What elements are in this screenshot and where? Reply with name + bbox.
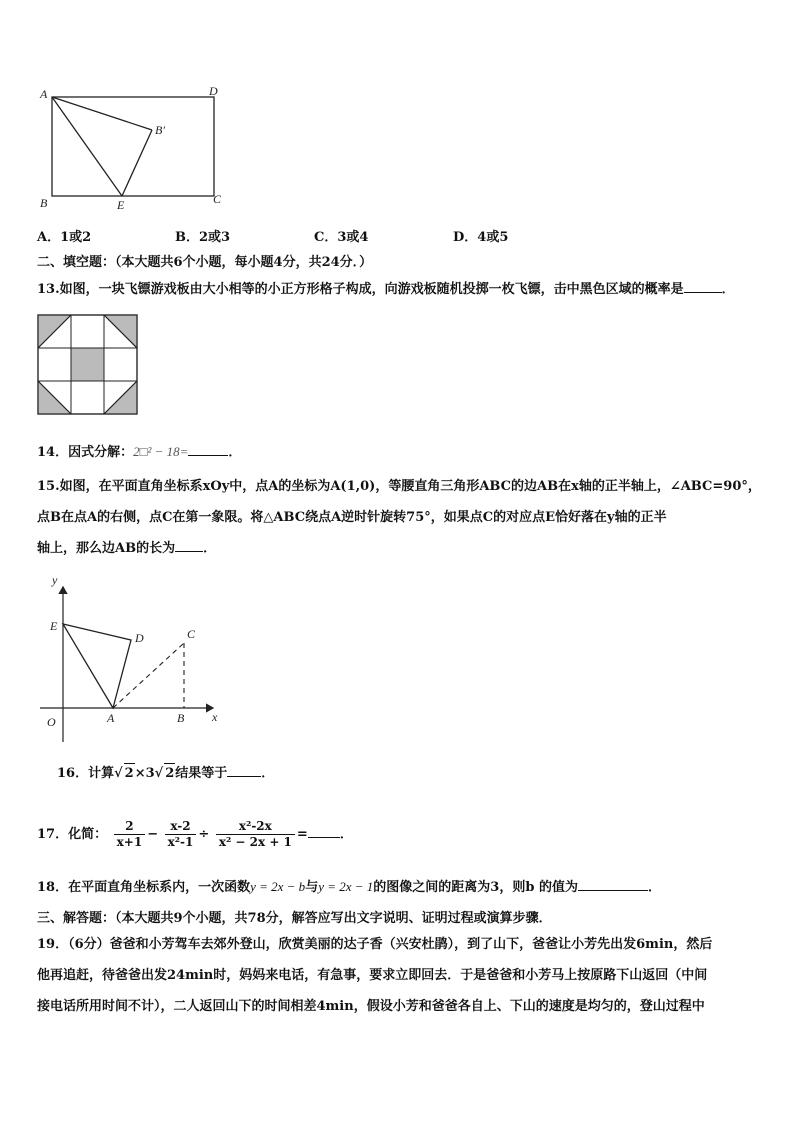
q18-text — [37, 877, 661, 898]
q16-text — [57, 763, 274, 784]
dashed-ac — [113, 643, 184, 708]
option-d: D．4或5 — [453, 230, 509, 245]
option-c: C．3或4 — [314, 230, 369, 245]
q16-end: ． — [261, 766, 275, 781]
label-b-prime: B′ — [155, 123, 165, 137]
q16-post: 结果等于 — [175, 766, 228, 781]
label-x: x — [212, 710, 218, 724]
label-e: E — [117, 198, 125, 212]
q13-stem: 13.如图，一块飞镖游戏板由大小相等的小正方形格子构成，向游戏板随机投掷一枚飞镖，击中黑色区域的概率是 — [37, 282, 684, 297]
q14-end: ． — [228, 445, 242, 460]
option-b: B．2或3 — [175, 230, 231, 245]
q15-line3-text: 轴上，那么边AB的长为 — [37, 541, 176, 556]
sqrt-sign-2: √ — [154, 766, 164, 781]
q17-minus: − — [147, 827, 159, 842]
q19-line2: 他再追赶，待爸爸出发24min时，妈妈来电话，有急事，要求立即回去．于是爸爸和小芳马上按原路下山返回（中间 — [37, 968, 708, 983]
q17-fraction-3: $\frac{\text{x²-2x}}{\text{x² − 2x + 1}}$ — [216, 819, 295, 850]
q18-prefix: 18．在平面直角坐标系内，一次函数 — [37, 880, 251, 895]
q13-end: ． — [721, 282, 735, 297]
label-d: D — [135, 631, 144, 645]
q15-line2: 点B在点A的右侧，点C在第一象限。将△ABC绕点A逆时针旋转75°，如果点C的对应点E恰好落在y轴的正半 — [37, 510, 667, 525]
option-a: A．1或2 — [37, 230, 92, 245]
triangle-aed — [63, 624, 131, 708]
section2-heading: 二、填空题：（本大题共6个小题，每小题4分，共24分．） — [37, 255, 373, 270]
q17-prefix: 17．化简： — [37, 827, 108, 842]
q17-fraction-2: $\frac{x-2}{\text{x²-1}}$ — [165, 819, 197, 850]
label-e: E — [50, 619, 58, 633]
q18-mid: 与 — [305, 880, 319, 895]
q16-times: ×3 — [134, 766, 155, 781]
label-c: C — [213, 192, 222, 206]
q17-divide: ÷ — [198, 827, 210, 842]
q18-post: 的图像之间的距离为3，则b 的值为 — [373, 880, 578, 895]
q17-fraction-1: $\frac{2}{x+1}$ — [114, 819, 146, 850]
label-c: C — [187, 627, 196, 641]
q18-equation-2: y = 2x − 1 — [318, 879, 374, 894]
sqrt-sign-1: √ — [114, 766, 123, 781]
q19-line1: 19．（6分）爸爸和小芳驾车去郊外登山，欣赏美丽的达子香（兴安杜鹃），到了山下，爸爸让小芳先出发6min，然后 — [37, 937, 713, 952]
q19-line3: 接电话所用时间不计），二人返回山下的时间相差4min，假设小芳和爸爸各自上、下山的速度是均匀的，登山过程中 — [37, 999, 705, 1014]
q17-end: ． — [339, 827, 353, 842]
label-a: A — [107, 711, 115, 725]
section3-heading: 三、解答题：（本大题共9个小题，共78分，解答应写出文字说明、证明过程或演算步骤． — [37, 911, 552, 926]
q16-radicand-2: 2 — [164, 763, 175, 784]
q14-expression: 2□² − 18= — [133, 444, 189, 459]
label-o: O — [47, 715, 56, 729]
q17-answer-blank — [308, 825, 340, 838]
q18-equation-1: y = 2x − b — [250, 879, 306, 894]
q15-line1: 15.如图，在平面直角坐标系xOy中，点A的坐标为A(1,0)，等腰直角三角形ABC的边AB在x轴的正半轴上，∠ABC=90°， — [37, 479, 761, 494]
label-b: B — [177, 711, 185, 725]
q16-prefix: 16．计算 — [57, 766, 115, 781]
q17-text — [37, 815, 353, 855]
label-y: y — [52, 573, 58, 587]
q14-prefix: 14．因式分解： — [37, 445, 134, 460]
q18-end: ． — [647, 880, 661, 895]
q16-radicand-1: 2 — [124, 763, 135, 784]
q17-equals: = — [296, 827, 308, 842]
label-b: B — [40, 196, 48, 210]
q18-answer-blank — [578, 878, 648, 891]
q15-end: ． — [203, 541, 217, 556]
label-d: D — [209, 84, 218, 98]
label-a: A — [40, 87, 48, 101]
q16-answer-blank — [227, 764, 261, 777]
